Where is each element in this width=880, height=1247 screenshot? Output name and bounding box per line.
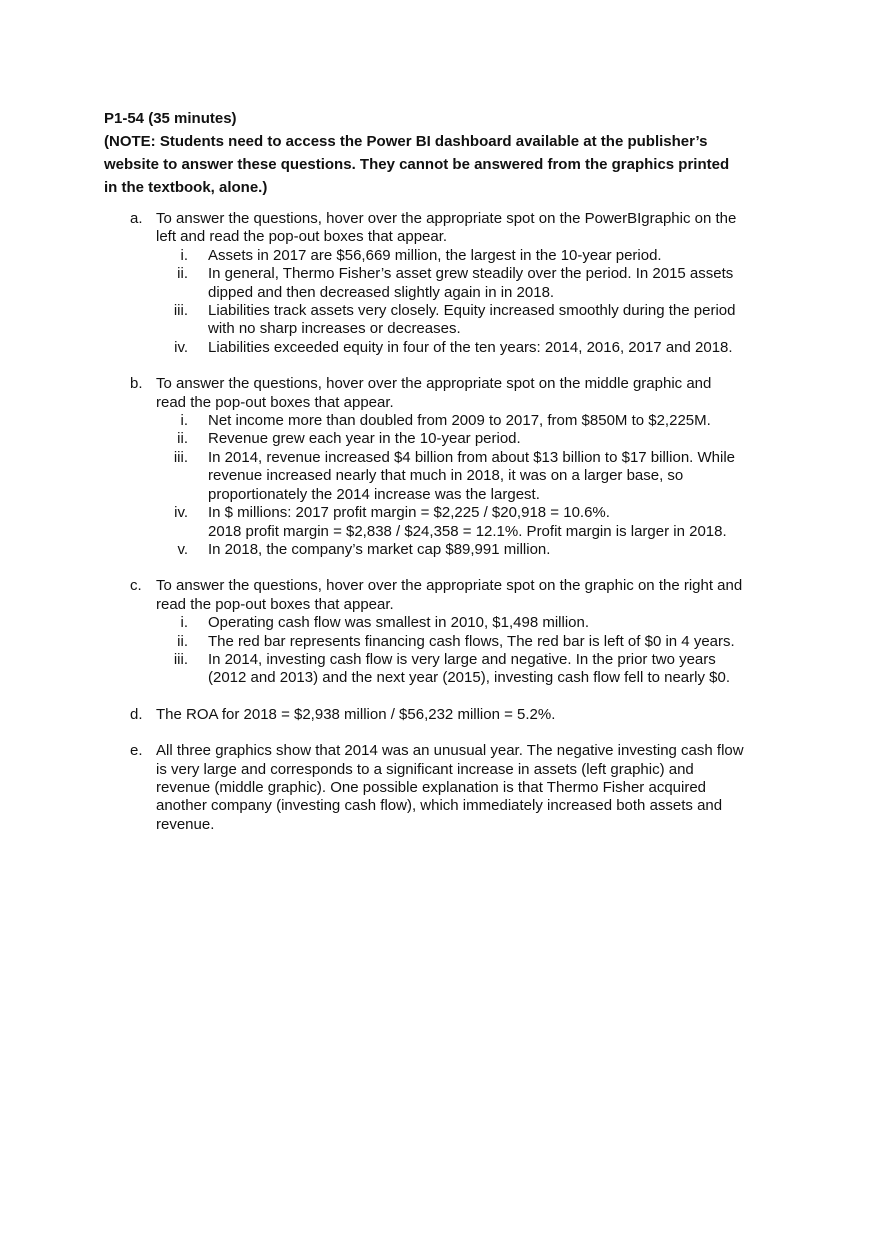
- intro-line: left and read the pop-out boxes that appear.: [156, 228, 448, 246]
- section-intro: [156, 210, 796, 247]
- list-item: [156, 449, 796, 504]
- item-line: with no sharp increases or decreases.: [208, 320, 461, 338]
- item-line: The red bar represents financing cash flows, The red bar is left of $0 in 4 years.: [208, 632, 735, 650]
- problem-heading: [104, 107, 784, 199]
- section-line: revenue.: [156, 815, 215, 833]
- section-letter: e.: [130, 742, 143, 760]
- intro-line: read the pop-out boxes that appear.: [156, 393, 394, 411]
- list-item: [156, 430, 796, 448]
- section-c: [0, 577, 880, 687]
- item-line: Liabilities track assets very closely. Equity increased smoothly during the period: [208, 302, 736, 320]
- intro-line: read the pop-out boxes that appear.: [156, 595, 394, 613]
- item-number: ii.: [177, 265, 188, 283]
- list-item: [156, 541, 796, 559]
- item-line: Liabilities exceeded equity in four of the ten years: 2014, 2016, 2017 and 2018.: [208, 338, 733, 356]
- section-letter: c.: [130, 577, 142, 595]
- list-item: [156, 504, 796, 541]
- item-line: In 2014, revenue increased $4 billion from about $13 billion to $17 billion. While: [208, 448, 735, 466]
- item-line: In $ millions: 2017 profit margin = $2,225 / $20,918 = 10.6%.: [208, 504, 610, 522]
- note-line: (NOTE: Students need to access the Power BI dashboard available at the publisher’s: [104, 133, 708, 150]
- item-number: v.: [177, 540, 188, 558]
- item-list: [156, 247, 796, 357]
- list-item: [156, 633, 796, 651]
- item-line: In 2014, investing cash flow is very large and negative. In the prior two years: [208, 650, 716, 668]
- item-list: [156, 412, 796, 559]
- item-line: Operating cash flow was smallest in 2010, $1,498 million.: [208, 614, 590, 632]
- answer-sections: [0, 210, 880, 852]
- section-e: [0, 742, 880, 834]
- item-number: iv.: [174, 504, 188, 522]
- section-intro: [156, 577, 796, 614]
- item-line: In general, Thermo Fisher’s asset grew steadily over the period. In 2015 assets: [208, 265, 734, 283]
- item-line: In 2018, the company’s market cap $89,991 million.: [208, 540, 551, 558]
- item-line: dipped and then decreased slightly again in in 2018.: [208, 283, 555, 301]
- item-line: 2018 profit margin = $2,838 / $24,358 = 12.1%. Profit margin is larger in 2018.: [208, 522, 727, 540]
- item-number: iv.: [174, 338, 188, 356]
- item-list: [156, 614, 796, 688]
- section-letter: b.: [130, 375, 143, 393]
- section-a: [0, 210, 880, 357]
- list-item: [156, 651, 796, 688]
- list-item: [156, 614, 796, 632]
- section-line: All three graphics show that 2014 was an unusual year. The negative investing cash flow: [156, 742, 744, 760]
- intro-line: To answer the questions, hover over the appropriate spot on the PowerBIgraphic on the: [156, 210, 737, 227]
- item-line: Revenue grew each year in the 10-year period.: [208, 430, 521, 448]
- section-line: another company (investing cash flow), which immediately increased both assets and: [156, 797, 723, 815]
- item-number: iii.: [173, 448, 188, 466]
- section-line: revenue (middle graphic). One possible explanation is that Thermo Fisher acquired: [156, 778, 707, 796]
- section-letter: a.: [130, 210, 143, 227]
- item-number: i.: [180, 412, 188, 430]
- note-line: in the textbook, alone.): [104, 179, 268, 196]
- problem-title: P1-54 (35 minutes): [104, 110, 237, 127]
- note-line: website to answer these questions. They cannot be answered from the graphics printed: [104, 156, 730, 173]
- item-number: iii.: [173, 650, 188, 668]
- list-item: [156, 265, 796, 302]
- item-number: i.: [180, 246, 188, 264]
- list-item: [156, 247, 796, 265]
- list-item: [156, 339, 796, 357]
- list-item: [156, 302, 796, 339]
- item-line: revenue increased nearly that much in 2018, it was on a larger base, so: [208, 467, 684, 485]
- section-letter: d.: [130, 705, 143, 723]
- section-intro: [156, 375, 796, 412]
- item-number: ii.: [177, 632, 188, 650]
- list-item: [156, 412, 796, 430]
- item-number: i.: [180, 614, 188, 632]
- section-b: [0, 375, 880, 559]
- item-line: Net income more than doubled from 2009 to 2017, from $850M to $2,225M.: [208, 412, 711, 430]
- intro-line: To answer the questions, hover over the appropriate spot on the graphic on the right and: [156, 577, 743, 595]
- section-line: The ROA for 2018 = $2,938 million / $56,232 million = 5.2%.: [156, 705, 556, 723]
- item-number: ii.: [177, 430, 188, 448]
- intro-line: To answer the questions, hover over the appropriate spot on the middle graphic and: [156, 375, 712, 393]
- section-line: is very large and corresponds to a significant increase in assets (left graphic) and: [156, 760, 694, 778]
- item-line: Assets in 2017 are $56,669 million, the largest in the 10-year period.: [208, 246, 662, 264]
- item-line: proportionately the 2014 increase was the largest.: [208, 485, 540, 503]
- section-d: [0, 706, 880, 724]
- item-line: (2012 and 2013) and the next year (2015), investing cash flow fell to nearly $0.: [208, 669, 730, 687]
- item-number: iii.: [173, 302, 188, 320]
